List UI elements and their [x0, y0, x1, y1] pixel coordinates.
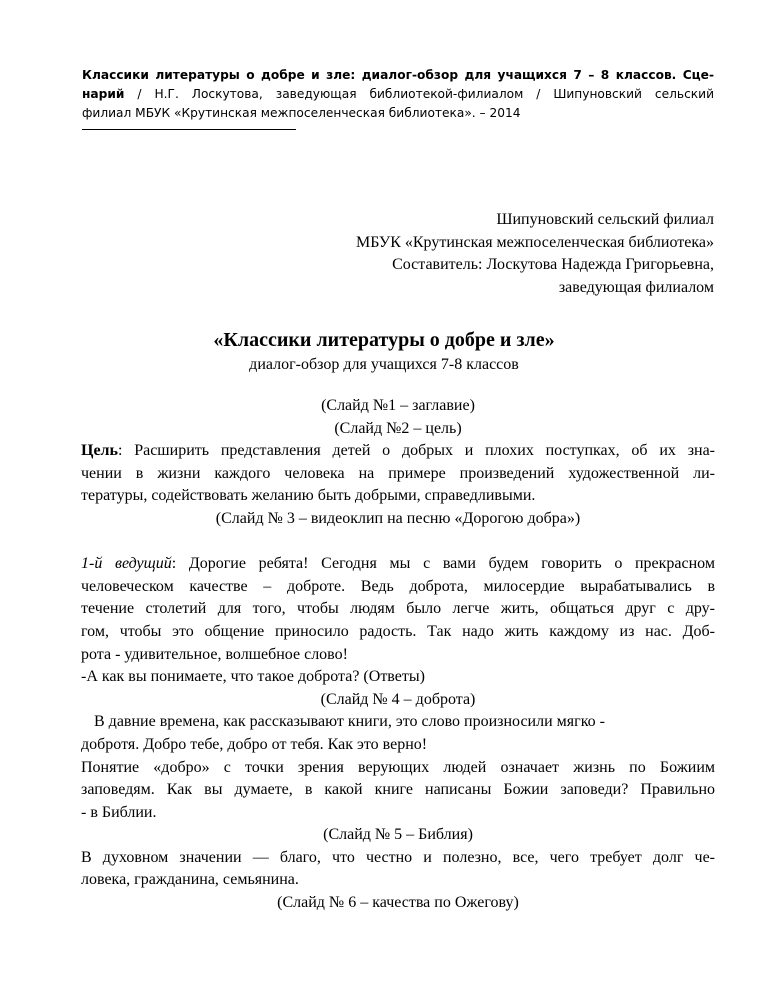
slide-note-6: (Слайд № 6 – качества по Ожегову): [277, 894, 519, 912]
document-subtitle: диалог-обзор для учащихся 7-8 классов: [249, 356, 519, 373]
goal-line-1: Цель: Расширить представления детей о добрых и плохих поступках, об их зна-: [81, 442, 715, 460]
slide-note-2: (Слайд №2 – цель): [334, 419, 462, 437]
document-title: «Классики литературы о добре и зле»: [213, 329, 555, 351]
slide-note-4: (Слайд № 4 – доброта): [320, 690, 476, 708]
bibliographic-header: [82, 66, 714, 123]
faith-line-2: заповедям. Как вы думаете, в какой книге написаны Божии заповеди? Правильно: [81, 781, 715, 799]
goal-line-2: чении в жизни каждого человека на примере произведений художественной ли-: [81, 464, 715, 482]
header-line-2-rest: / Н.Г. Лоскутова, заведующая библиотекой-филиалом / Шипуновский сельский: [124, 87, 714, 101]
header-line-3: филиал МБУК «Крутинская межпоселенческая библиотека». – 2014: [82, 106, 521, 120]
slide-note-1: (Слайд №1 – заглавие): [321, 397, 475, 414]
faith-line-3: - в Библии.: [81, 803, 157, 821]
slide-note-3: (Слайд № 3 – видеоклип на песню «Дорогою добра»): [215, 509, 581, 527]
goal-line-3: тературы, содействовать желанию быть добрыми, справедливыми.: [81, 487, 536, 505]
spiritual-line-2: ловека, гражданина, семьянина.: [81, 871, 299, 889]
goal-label: Цель: [81, 442, 118, 460]
attribution-line-2: МБУК «Крутинская межпоселенческая библиотека»: [356, 233, 714, 251]
header-bold-word: нарий: [82, 87, 125, 101]
faith-line-1: Понятие «добро» с точки зрения верующих людей означает жизнь по Божиим: [81, 758, 715, 776]
host-line-6: -А как вы понимаете, что такое доброта? (Ответы): [81, 668, 425, 686]
host-line-1: 1-й ведущий: Дорогие ребята! Сегодня мы с вами будем говорить о прекрасном: [81, 555, 716, 573]
attribution-line-1: Шипуновский сельский филиал: [496, 211, 714, 228]
old-times-line-2: добротя. Добро тебе, добро от тебя. Как это верно!: [81, 735, 428, 753]
slide-note-5: (Слайд № 5 – Библия): [323, 826, 473, 844]
header-line-2: [82, 85, 714, 104]
spiritual-line-1: В духовном значении — благо, что честно и полезно, все, чего требует долг че-: [81, 848, 715, 866]
header-divider: [82, 129, 296, 130]
header-line-1: Классики литературы о добре и зле: диалог-обзор для учащихся 7 – 8 классов. Сце-: [82, 68, 714, 82]
attribution-line-4: заведующая филиалом: [558, 278, 714, 296]
host-line-2: человеческом качестве – доброте. Ведь доброта, милосердие вырабатывались в: [81, 577, 715, 595]
attribution-block: [356, 209, 714, 299]
host-line-5: рота - удивительное, волшебное слово!: [81, 645, 348, 663]
attribution-line-3: Составитель: Лоскутова Надежда Григорьевна,: [392, 256, 714, 274]
document-body: [81, 395, 715, 915]
host-line-4: гом, чтобы это общение приносило радость. Так надо жить каждому из нас. Доб-: [81, 622, 715, 640]
host-line-3: течение столетий для того, чтобы людям было легче жить, общаться друг с дру-: [81, 600, 715, 618]
host-label: 1-й ведущий: [81, 555, 172, 573]
old-times-line-1: В давние времена, как рассказывают книги, это слово произносили мягко -: [94, 713, 605, 731]
